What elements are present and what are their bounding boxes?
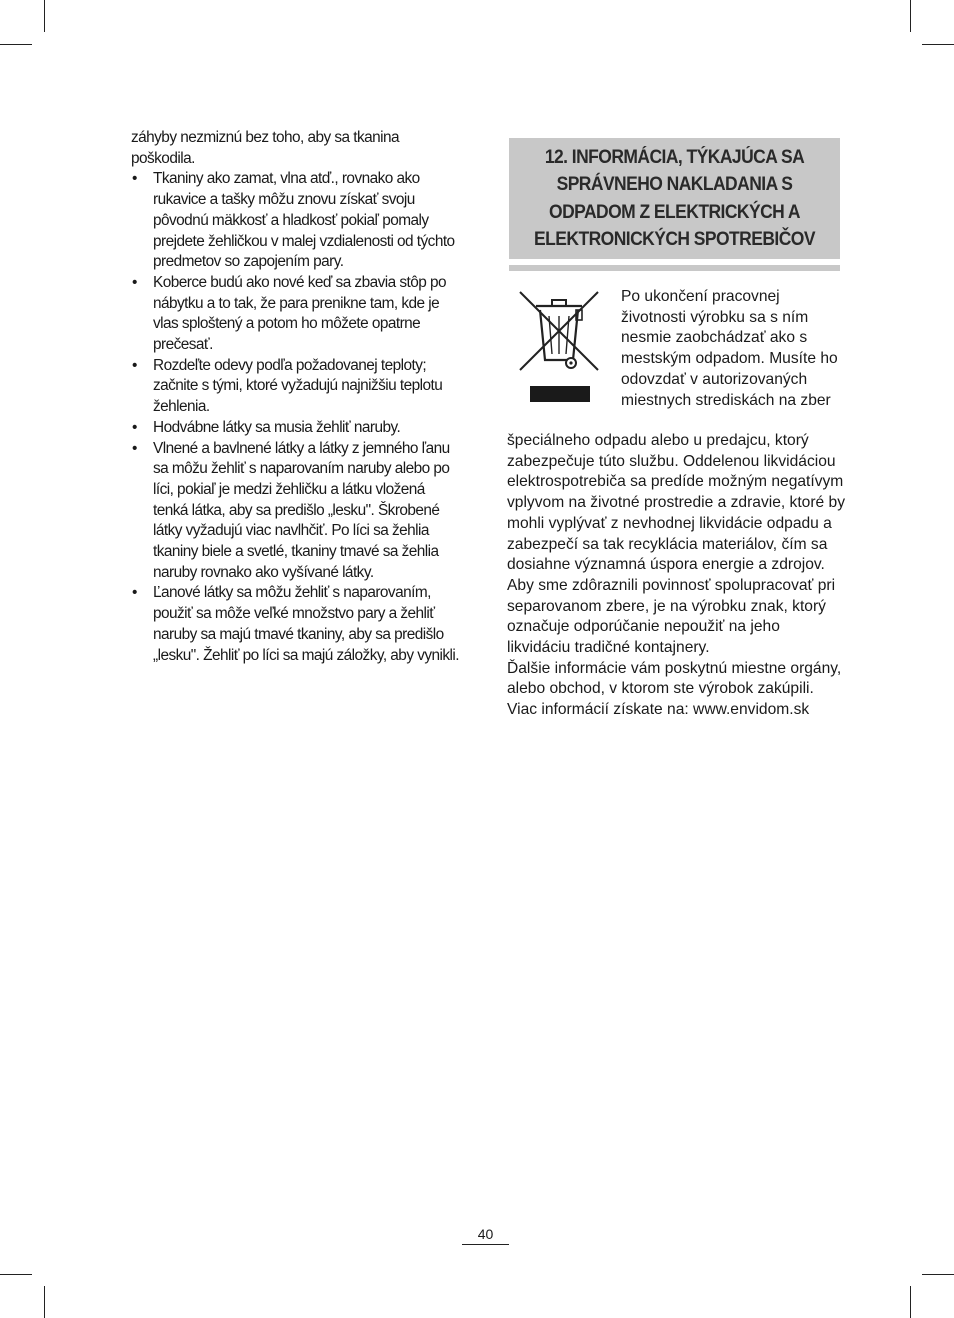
list-item-text: Ľanové látky sa môžu žehliť s naparovaním, použiť sa môže veľké množstvo pary a žehliť naruby sa majú tmavé tkaniny, aby sa predišlo „lesku". Žehliť po líci sa majú záložky, aby vynikli. <box>153 584 459 664</box>
disposal-paragraph-body <box>507 431 847 721</box>
disposal-paragraph-start <box>621 287 841 411</box>
heading-rule <box>509 265 840 271</box>
crop-mark <box>910 1286 911 1318</box>
left-column <box>131 128 461 666</box>
bullet: • <box>132 273 137 291</box>
crop-mark <box>0 44 32 45</box>
ironing-tips-list <box>131 169 461 666</box>
paragraph-text: Ďalšie informácie vám poskytnú miestne orgány, alebo obchod, v ktorom ste výrobok zakúpili. <box>507 659 842 698</box>
paragraph-text: Po ukončení pracovnej životnosti výrobku sa s ním nesmie zaobchádzať ako s mestským odpadom. Musíte ho odovzdať v autorizovaných miestnych strediskách na zber <box>621 288 838 409</box>
paragraph-text: Viac informácií získate na: www.envidom.sk <box>507 701 810 719</box>
list-item-text: Vlnené a bavlnené látky a látky z jemného ľanu sa môžu žehliť s naparovaním naruby alebo po líci, pokiaľ je medzi žehličku a látku vložená tenká látka, aby sa predišlo „lesku". Škrobené látky vyžadujú viac navlhčiť. Po líci sa žehlia tkaniny biele a svetlé, tkaniny tmavé sa žehlia naruby rovnako ako vyšívané látky. <box>153 439 450 581</box>
crop-mark <box>922 1274 954 1275</box>
paragraph-text: špeciálneho odpadu alebo u predajcu, ktorý zabezpečuje túto službu. Oddelenou likvidáciou elektrospotrebiča sa predíde možným negatívym vplyvom na životné prostredie a zdravie, ktoré by mohli vyplývať z nevhodnej likvidácie odpadu a zabezpečí sa tak recyklácia materiálov, čím sa dosiahne významná úspora energie a zdrojov. <box>507 432 846 574</box>
crop-mark <box>910 0 911 32</box>
section-heading-box <box>509 138 840 259</box>
crop-mark <box>922 44 954 45</box>
list-item <box>131 273 461 356</box>
list-item <box>131 356 461 418</box>
crop-mark <box>44 1286 45 1318</box>
page-number-rule <box>462 1244 509 1245</box>
section-heading: 12. INFORMÁCIA, TÝKAJÚCA SA SPRÁVNEHO NAKLADANIA S ODPADOM Z ELEKTRICKÝCH A ELEKTRONICKÝCH SPOTREBIČOV <box>534 146 815 250</box>
bullet: • <box>132 170 137 188</box>
intro-text: záhyby nezmiznú bez toho, aby sa tkanina poškodila. <box>131 129 400 167</box>
list-item-text: Rozdeľte odevy podľa požadovanej teploty; začnite s tými, ktoré vyžadujú najnižšiu teplotu žehlenia. <box>153 356 443 416</box>
list-item <box>131 583 461 666</box>
bullet: • <box>132 584 137 602</box>
page-number: 40 <box>477 1226 494 1242</box>
crossed-out-wheelie-bin-icon <box>514 288 604 406</box>
list-item <box>131 169 461 273</box>
paragraph-text: Aby sme zdôraznili povinnosť spolupracovať pri separovanom zbere, je na výrobku znak, ktorý označuje odporúčanie nepoužiť na jeho likvidáciu tradičné kontajnery. <box>507 576 836 657</box>
crop-mark <box>0 1274 32 1275</box>
list-item-text: Tkaniny ako zamat, vlna atď., rovnako ako rukavice a tašky môžu znovu získať svoju pôvodnú mäkkosť a hladkosť pokiaľ pomaly prejdete žehličkou v malej vzdialenosti od týchto predmetov so zapojením pary. <box>153 170 455 271</box>
bullet: • <box>132 439 137 457</box>
list-item-text: Hodvábne látky sa musia žehliť naruby. <box>153 418 401 436</box>
bullet: • <box>132 356 137 374</box>
list-item-text: Koberce budú ako nové keď sa zbavia stôp po nábytku a to tak, že para prenikne tam, kde je vlas sploštený a potom ho môžete opatrne prečesať. <box>153 273 446 354</box>
list-item <box>131 439 461 584</box>
bullet: • <box>132 418 137 436</box>
crop-mark <box>44 0 45 32</box>
list-item <box>131 418 461 439</box>
